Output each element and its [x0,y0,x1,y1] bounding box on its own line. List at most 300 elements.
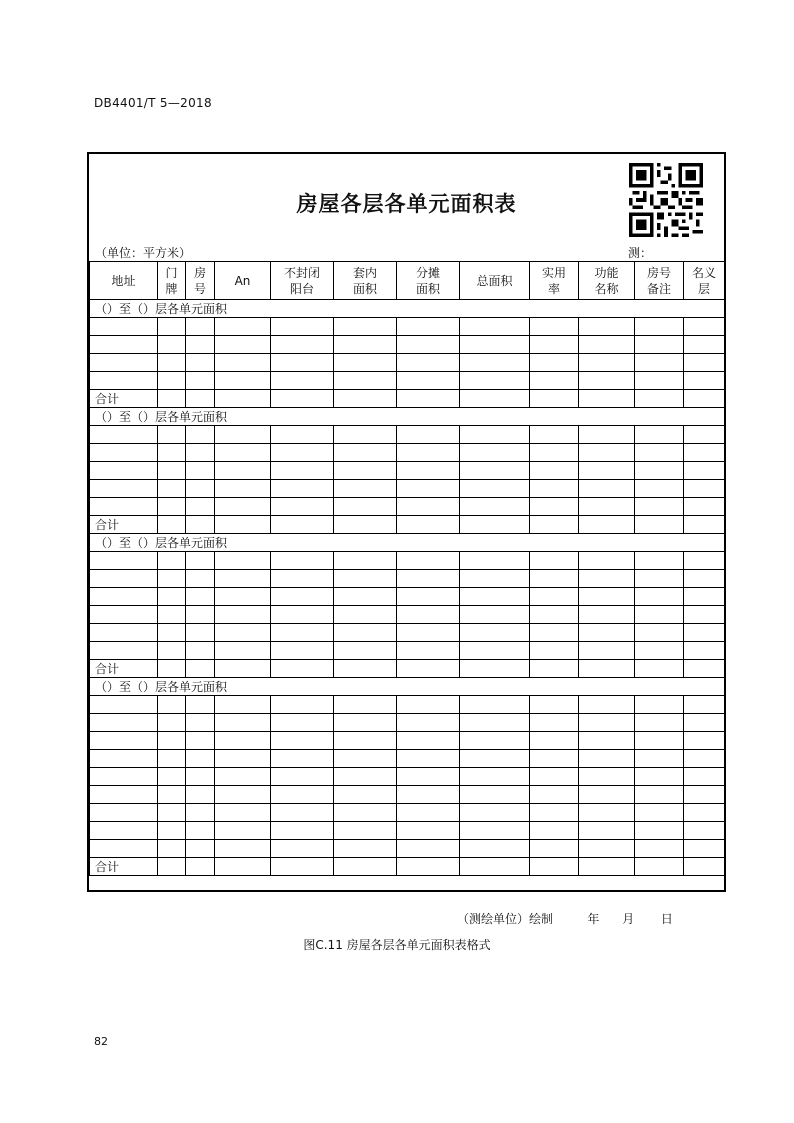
table-cell[interactable] [90,714,158,732]
table-cell[interactable] [530,588,579,606]
table-cell[interactable] [215,426,271,444]
table-cell[interactable] [158,606,186,624]
table-cell[interactable] [271,822,334,840]
table-cell[interactable] [158,768,186,786]
table-cell[interactable] [186,750,215,768]
total-cell[interactable] [334,390,397,408]
table-cell[interactable] [334,552,397,570]
table-cell[interactable] [684,354,725,372]
total-cell[interactable] [530,516,579,534]
total-cell[interactable] [460,390,530,408]
total-cell[interactable] [158,660,186,678]
total-cell[interactable] [530,390,579,408]
table-cell[interactable] [158,588,186,606]
table-cell[interactable] [215,732,271,750]
table-cell[interactable] [215,714,271,732]
table-cell[interactable] [684,606,725,624]
table-cell[interactable] [90,786,158,804]
table-cell[interactable] [90,750,158,768]
table-cell[interactable] [186,642,215,660]
total-cell[interactable] [186,516,215,534]
table-cell[interactable] [635,372,684,390]
total-cell[interactable] [271,390,334,408]
table-cell[interactable] [334,750,397,768]
table-cell[interactable] [684,372,725,390]
table-cell[interactable] [158,642,186,660]
table-cell[interactable] [334,714,397,732]
table-cell[interactable] [530,480,579,498]
table-cell[interactable] [271,372,334,390]
table-cell[interactable] [460,606,530,624]
table-cell[interactable] [635,732,684,750]
table-cell[interactable] [460,696,530,714]
table-cell[interactable] [397,318,460,336]
table-cell[interactable] [271,444,334,462]
table-cell[interactable] [215,786,271,804]
table-cell[interactable] [579,336,635,354]
table-cell[interactable] [460,588,530,606]
table-cell[interactable] [579,318,635,336]
total-cell[interactable] [271,858,334,876]
table-cell[interactable] [90,732,158,750]
table-cell[interactable] [397,354,460,372]
table-cell[interactable] [397,840,460,858]
table-cell[interactable] [186,336,215,354]
table-cell[interactable] [460,732,530,750]
table-cell[interactable] [90,372,158,390]
table-cell[interactable] [90,552,158,570]
table-cell[interactable] [271,588,334,606]
table-cell[interactable] [579,642,635,660]
table-cell[interactable] [334,354,397,372]
table-cell[interactable] [397,822,460,840]
table-cell[interactable] [90,498,158,516]
table-cell[interactable] [635,354,684,372]
table-cell[interactable] [460,354,530,372]
table-cell[interactable] [215,642,271,660]
table-cell[interactable] [186,588,215,606]
table-cell[interactable] [397,768,460,786]
table-cell[interactable] [684,750,725,768]
table-cell[interactable] [158,822,186,840]
table-cell[interactable] [186,498,215,516]
table-cell[interactable] [334,768,397,786]
table-cell[interactable] [684,804,725,822]
table-cell[interactable] [635,714,684,732]
table-cell[interactable] [90,822,158,840]
table-cell[interactable] [334,372,397,390]
table-cell[interactable] [579,732,635,750]
table-cell[interactable] [158,318,186,336]
total-cell[interactable] [579,660,635,678]
table-cell[interactable] [460,318,530,336]
table-cell[interactable] [530,444,579,462]
table-cell[interactable] [684,480,725,498]
table-cell[interactable] [397,462,460,480]
total-cell[interactable] [397,660,460,678]
table-cell[interactable] [684,732,725,750]
total-cell[interactable] [460,516,530,534]
table-cell[interactable] [271,804,334,822]
table-cell[interactable] [397,552,460,570]
table-cell[interactable] [215,822,271,840]
table-cell[interactable] [186,822,215,840]
table-cell[interactable] [684,336,725,354]
total-cell[interactable] [271,660,334,678]
total-cell[interactable] [635,390,684,408]
table-cell[interactable] [635,480,684,498]
table-cell[interactable] [684,444,725,462]
table-cell[interactable] [397,336,460,354]
table-cell[interactable] [90,570,158,588]
table-cell[interactable] [186,354,215,372]
table-cell[interactable] [271,624,334,642]
table-cell[interactable] [334,588,397,606]
table-cell[interactable] [530,732,579,750]
table-cell[interactable] [684,318,725,336]
table-cell[interactable] [271,768,334,786]
table-cell[interactable] [158,696,186,714]
table-cell[interactable] [90,318,158,336]
table-cell[interactable] [579,624,635,642]
table-cell[interactable] [635,552,684,570]
table-cell[interactable] [186,372,215,390]
table-cell[interactable] [579,822,635,840]
table-cell[interactable] [215,840,271,858]
table-cell[interactable] [460,336,530,354]
total-cell[interactable] [684,390,725,408]
table-cell[interactable] [334,462,397,480]
table-cell[interactable] [158,426,186,444]
table-cell[interactable] [158,714,186,732]
table-cell[interactable] [334,696,397,714]
table-cell[interactable] [334,786,397,804]
table-cell[interactable] [684,426,725,444]
table-cell[interactable] [530,606,579,624]
total-cell[interactable] [334,516,397,534]
table-cell[interactable] [271,750,334,768]
table-cell[interactable] [90,768,158,786]
table-cell[interactable] [530,768,579,786]
table-cell[interactable] [271,462,334,480]
total-cell[interactable] [460,660,530,678]
table-cell[interactable] [334,606,397,624]
table-cell[interactable] [215,480,271,498]
total-cell[interactable] [579,516,635,534]
table-cell[interactable] [530,840,579,858]
table-cell[interactable] [635,804,684,822]
table-cell[interactable] [530,426,579,444]
total-cell[interactable] [530,858,579,876]
table-cell[interactable] [684,462,725,480]
table-cell[interactable] [530,696,579,714]
table-cell[interactable] [90,336,158,354]
table-cell[interactable] [215,336,271,354]
table-cell[interactable] [579,840,635,858]
table-cell[interactable] [579,750,635,768]
table-cell[interactable] [684,714,725,732]
table-cell[interactable] [579,426,635,444]
total-cell[interactable] [271,516,334,534]
table-cell[interactable] [579,804,635,822]
table-cell[interactable] [530,462,579,480]
table-cell[interactable] [635,768,684,786]
table-cell[interactable] [579,354,635,372]
table-cell[interactable] [215,768,271,786]
table-cell[interactable] [530,318,579,336]
table-cell[interactable] [397,624,460,642]
table-cell[interactable] [186,696,215,714]
table-cell[interactable] [90,588,158,606]
table-cell[interactable] [215,804,271,822]
total-cell[interactable] [186,858,215,876]
total-cell[interactable] [684,660,725,678]
table-cell[interactable] [334,732,397,750]
table-cell[interactable] [158,804,186,822]
table-cell[interactable] [684,570,725,588]
table-cell[interactable] [158,444,186,462]
table-cell[interactable] [271,606,334,624]
table-cell[interactable] [186,804,215,822]
total-cell[interactable] [186,660,215,678]
total-cell[interactable] [397,858,460,876]
table-cell[interactable] [90,840,158,858]
table-cell[interactable] [530,714,579,732]
table-cell[interactable] [635,822,684,840]
table-cell[interactable] [397,372,460,390]
table-cell[interactable] [579,786,635,804]
total-cell[interactable] [579,390,635,408]
table-cell[interactable] [460,750,530,768]
table-cell[interactable] [530,786,579,804]
table-cell[interactable] [397,426,460,444]
total-cell[interactable] [158,858,186,876]
table-cell[interactable] [158,552,186,570]
table-cell[interactable] [334,840,397,858]
table-cell[interactable] [215,588,271,606]
table-cell[interactable] [460,804,530,822]
total-cell[interactable] [684,516,725,534]
table-cell[interactable] [158,786,186,804]
table-cell[interactable] [186,732,215,750]
table-cell[interactable] [460,768,530,786]
total-cell[interactable] [334,660,397,678]
table-cell[interactable] [460,552,530,570]
table-cell[interactable] [158,372,186,390]
table-cell[interactable] [186,444,215,462]
table-cell[interactable] [215,606,271,624]
table-cell[interactable] [186,714,215,732]
table-cell[interactable] [215,696,271,714]
total-cell[interactable] [635,858,684,876]
total-cell[interactable] [460,858,530,876]
table-cell[interactable] [460,624,530,642]
table-cell[interactable] [460,570,530,588]
table-cell[interactable] [158,840,186,858]
table-cell[interactable] [397,750,460,768]
table-cell[interactable] [684,552,725,570]
table-cell[interactable] [90,426,158,444]
table-cell[interactable] [460,444,530,462]
table-cell[interactable] [334,642,397,660]
table-cell[interactable] [530,372,579,390]
table-cell[interactable] [90,642,158,660]
table-cell[interactable] [579,696,635,714]
total-cell[interactable] [215,390,271,408]
table-cell[interactable] [397,498,460,516]
table-cell[interactable] [271,318,334,336]
table-cell[interactable] [271,732,334,750]
table-cell[interactable] [158,750,186,768]
table-cell[interactable] [186,462,215,480]
table-cell[interactable] [271,354,334,372]
table-cell[interactable] [334,570,397,588]
table-cell[interactable] [635,570,684,588]
table-cell[interactable] [215,624,271,642]
table-cell[interactable] [334,480,397,498]
table-cell[interactable] [684,696,725,714]
table-cell[interactable] [215,570,271,588]
table-cell[interactable] [460,480,530,498]
table-cell[interactable] [90,696,158,714]
table-cell[interactable] [530,570,579,588]
table-cell[interactable] [271,570,334,588]
table-cell[interactable] [397,570,460,588]
total-cell[interactable] [635,516,684,534]
total-cell[interactable] [215,858,271,876]
total-cell[interactable] [334,858,397,876]
table-cell[interactable] [158,354,186,372]
table-cell[interactable] [460,426,530,444]
table-cell[interactable] [215,498,271,516]
table-cell[interactable] [158,498,186,516]
table-cell[interactable] [460,642,530,660]
table-cell[interactable] [460,822,530,840]
table-cell[interactable] [579,480,635,498]
table-cell[interactable] [460,786,530,804]
total-cell[interactable] [684,858,725,876]
table-cell[interactable] [186,786,215,804]
table-cell[interactable] [530,498,579,516]
table-cell[interactable] [186,318,215,336]
table-cell[interactable] [635,840,684,858]
total-cell[interactable] [530,660,579,678]
table-cell[interactable] [635,444,684,462]
table-cell[interactable] [158,462,186,480]
table-cell[interactable] [635,750,684,768]
table-cell[interactable] [397,696,460,714]
table-cell[interactable] [90,354,158,372]
table-cell[interactable] [186,840,215,858]
table-cell[interactable] [635,606,684,624]
table-cell[interactable] [579,372,635,390]
table-cell[interactable] [530,354,579,372]
table-cell[interactable] [334,804,397,822]
table-cell[interactable] [158,570,186,588]
table-cell[interactable] [684,624,725,642]
table-cell[interactable] [334,822,397,840]
table-cell[interactable] [635,624,684,642]
table-cell[interactable] [397,804,460,822]
table-cell[interactable] [530,822,579,840]
table-cell[interactable] [635,786,684,804]
table-cell[interactable] [158,480,186,498]
table-cell[interactable] [90,462,158,480]
table-cell[interactable] [460,840,530,858]
table-cell[interactable] [635,318,684,336]
table-cell[interactable] [215,354,271,372]
table-cell[interactable] [579,570,635,588]
table-cell[interactable] [90,606,158,624]
table-cell[interactable] [579,498,635,516]
table-cell[interactable] [684,768,725,786]
table-cell[interactable] [334,498,397,516]
table-cell[interactable] [530,624,579,642]
table-cell[interactable] [579,462,635,480]
table-cell[interactable] [397,606,460,624]
total-cell[interactable] [579,858,635,876]
table-cell[interactable] [684,498,725,516]
table-cell[interactable] [397,786,460,804]
table-cell[interactable] [271,498,334,516]
table-cell[interactable] [579,444,635,462]
table-cell[interactable] [635,642,684,660]
table-cell[interactable] [271,642,334,660]
table-cell[interactable] [215,552,271,570]
table-cell[interactable] [334,336,397,354]
table-cell[interactable] [579,768,635,786]
table-cell[interactable] [579,552,635,570]
table-cell[interactable] [397,642,460,660]
table-cell[interactable] [635,462,684,480]
table-cell[interactable] [397,588,460,606]
table-cell[interactable] [635,336,684,354]
table-cell[interactable] [334,444,397,462]
table-cell[interactable] [635,696,684,714]
total-cell[interactable] [397,516,460,534]
table-cell[interactable] [215,372,271,390]
table-cell[interactable] [186,570,215,588]
table-cell[interactable] [158,732,186,750]
table-cell[interactable] [579,714,635,732]
table-cell[interactable] [460,462,530,480]
table-cell[interactable] [530,336,579,354]
table-cell[interactable] [186,426,215,444]
table-cell[interactable] [186,624,215,642]
table-cell[interactable] [530,804,579,822]
table-cell[interactable] [271,552,334,570]
table-cell[interactable] [271,426,334,444]
table-cell[interactable] [684,786,725,804]
table-cell[interactable] [684,840,725,858]
total-cell[interactable] [215,516,271,534]
table-cell[interactable] [186,480,215,498]
table-cell[interactable] [635,498,684,516]
table-cell[interactable] [530,552,579,570]
table-cell[interactable] [271,714,334,732]
table-cell[interactable] [271,480,334,498]
table-cell[interactable] [334,624,397,642]
table-cell[interactable] [579,588,635,606]
table-cell[interactable] [186,552,215,570]
total-cell[interactable] [158,390,186,408]
total-cell[interactable] [397,390,460,408]
table-cell[interactable] [460,372,530,390]
table-cell[interactable] [186,606,215,624]
table-cell[interactable] [158,336,186,354]
table-cell[interactable] [530,642,579,660]
table-cell[interactable] [90,480,158,498]
